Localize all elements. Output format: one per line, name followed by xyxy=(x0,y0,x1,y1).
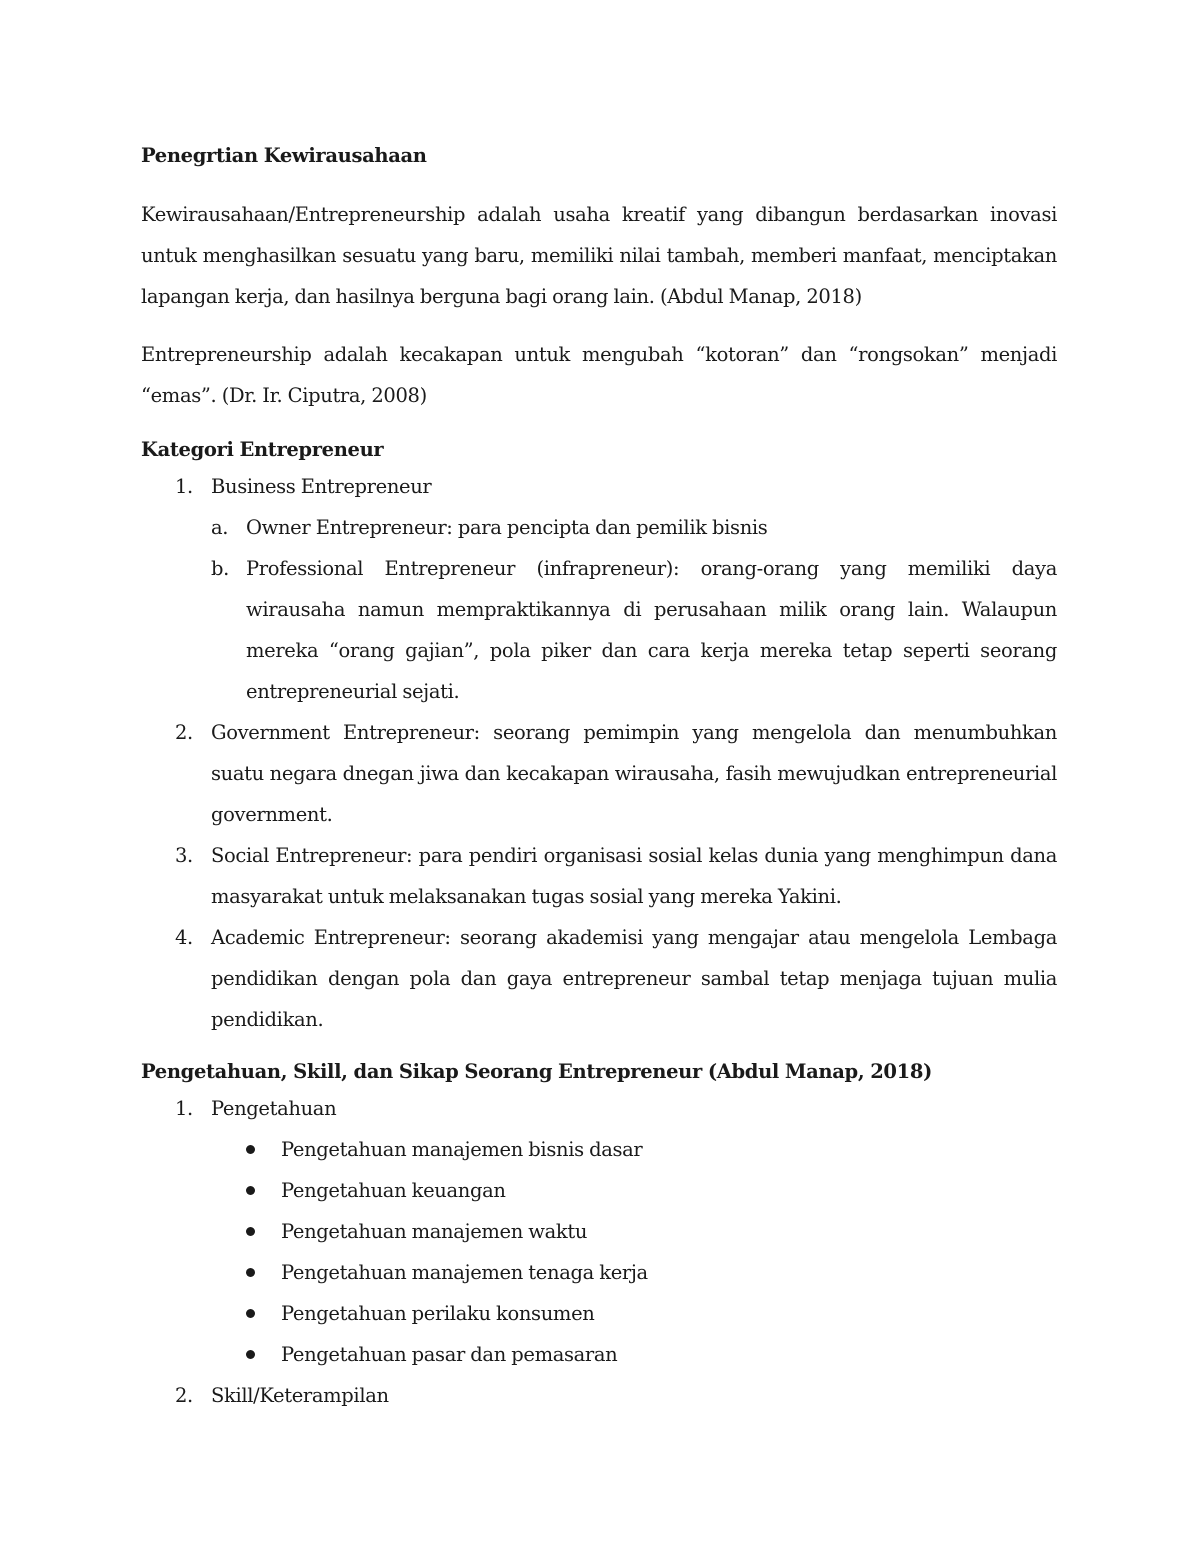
bullet-icon xyxy=(246,1186,255,1195)
bullet-icon xyxy=(246,1309,255,1318)
sub-list-item-text: Professional Entrepreneur (infrapreneur): orang-orang yang memiliki daya wirausaha namun mempraktikannya di perusahaan milik orang lain. Walaupun mereka “orang gajian”, pola piker dan cara kerja mereka tetap seperti seorang entrepreneurial sejati. xyxy=(246,557,1057,703)
paragraph-definition-1: Kewirausahaan/Entrepreneurship adalah usaha kreatif yang dibangun berdasarkan inovasi untuk menghasilkan sesuatu yang baru, memiliki nilai tambah, memberi manfaat, menciptakan lapangan kerja, dan hasilnya berguna bagi orang lain. (Abdul Manap, 2018) xyxy=(141,203,1057,308)
bullet-item xyxy=(211,1211,1057,1252)
bullet-item-text: Pengetahuan perilaku konsumen xyxy=(281,1302,595,1325)
sub-list-marker: a. xyxy=(211,516,229,539)
list-number: 1. xyxy=(175,1097,193,1120)
sub-list-marker: b. xyxy=(211,557,229,580)
list-number: 4. xyxy=(175,926,193,949)
sub-list xyxy=(211,507,1057,712)
bullet-item xyxy=(211,1170,1057,1211)
kategori-list xyxy=(141,466,1057,1040)
pengetahuan-list xyxy=(141,1088,1057,1416)
list-item xyxy=(141,1375,1057,1416)
list-item xyxy=(141,917,1057,1040)
section-heading-pengetahuan: Pengetahuan, Skill, dan Sikap Seorang Entrepreneur (Abdul Manap, 2018) xyxy=(141,1060,932,1083)
list-item-text: Business Entrepreneur xyxy=(211,475,432,498)
list-number: 2. xyxy=(175,721,193,744)
bullet-icon xyxy=(246,1350,255,1359)
list-item xyxy=(141,1088,1057,1375)
bullet-item-text: Pengetahuan pasar dan pemasaran xyxy=(281,1343,618,1366)
sub-list-item-text: Owner Entrepreneur: para pencipta dan pemilik bisnis xyxy=(246,516,768,539)
bullet-item-text: Pengetahuan keuangan xyxy=(281,1179,506,1202)
list-number: 3. xyxy=(175,844,193,867)
list-item-text: Pengetahuan xyxy=(211,1097,337,1120)
bullet-icon xyxy=(246,1145,255,1154)
bullet-item xyxy=(211,1252,1057,1293)
bullet-list xyxy=(211,1129,1057,1375)
list-item-text: Skill/Keterampilan xyxy=(211,1384,389,1407)
bullet-item-text: Pengetahuan manajemen tenaga kerja xyxy=(281,1261,648,1284)
list-number: 2. xyxy=(175,1384,193,1407)
list-number: 1. xyxy=(175,475,193,498)
bullet-item xyxy=(211,1334,1057,1375)
list-item-text: Academic Entrepreneur: seorang akademisi yang mengajar atau mengelola Lembaga pendidikan dengan pola dan gaya entrepreneur sambal tetap menjaga tujuan mulia pendidikan. xyxy=(211,926,1057,1031)
bullet-item-text: Pengetahuan manajemen bisnis dasar xyxy=(281,1138,643,1161)
paragraph-definition-2: Entrepreneurship adalah kecakapan untuk mengubah “kotoran” dan “rongsokan” menjadi “emas”. (Dr. Ir. Ciputra, 2008) xyxy=(141,343,1057,407)
list-item-text: Social Entrepreneur: para pendiri organisasi sosial kelas dunia yang menghimpun dana masyarakat untuk melaksanakan tugas sosial yang mereka Yakini. xyxy=(211,844,1057,908)
sub-list-item xyxy=(211,548,1057,712)
sub-list-item xyxy=(211,507,1057,548)
bullet-item-text: Pengetahuan manajemen waktu xyxy=(281,1220,588,1243)
document-page xyxy=(141,140,1057,1416)
list-item xyxy=(141,712,1057,835)
list-item xyxy=(141,466,1057,712)
bullet-icon xyxy=(246,1268,255,1277)
section-heading-pengertian: Penegrtian Kewirausahaan xyxy=(141,144,427,167)
section-heading-kategori: Kategori Entrepreneur xyxy=(141,438,384,461)
list-item xyxy=(141,835,1057,917)
bullet-item xyxy=(211,1129,1057,1170)
bullet-icon xyxy=(246,1227,255,1236)
list-item-text: Government Entrepreneur: seorang pemimpin yang mengelola dan menumbuhkan suatu negara dnegan jiwa dan kecakapan wirausaha, fasih mewujudkan entrepreneurial government. xyxy=(211,721,1057,826)
bullet-item xyxy=(211,1293,1057,1334)
